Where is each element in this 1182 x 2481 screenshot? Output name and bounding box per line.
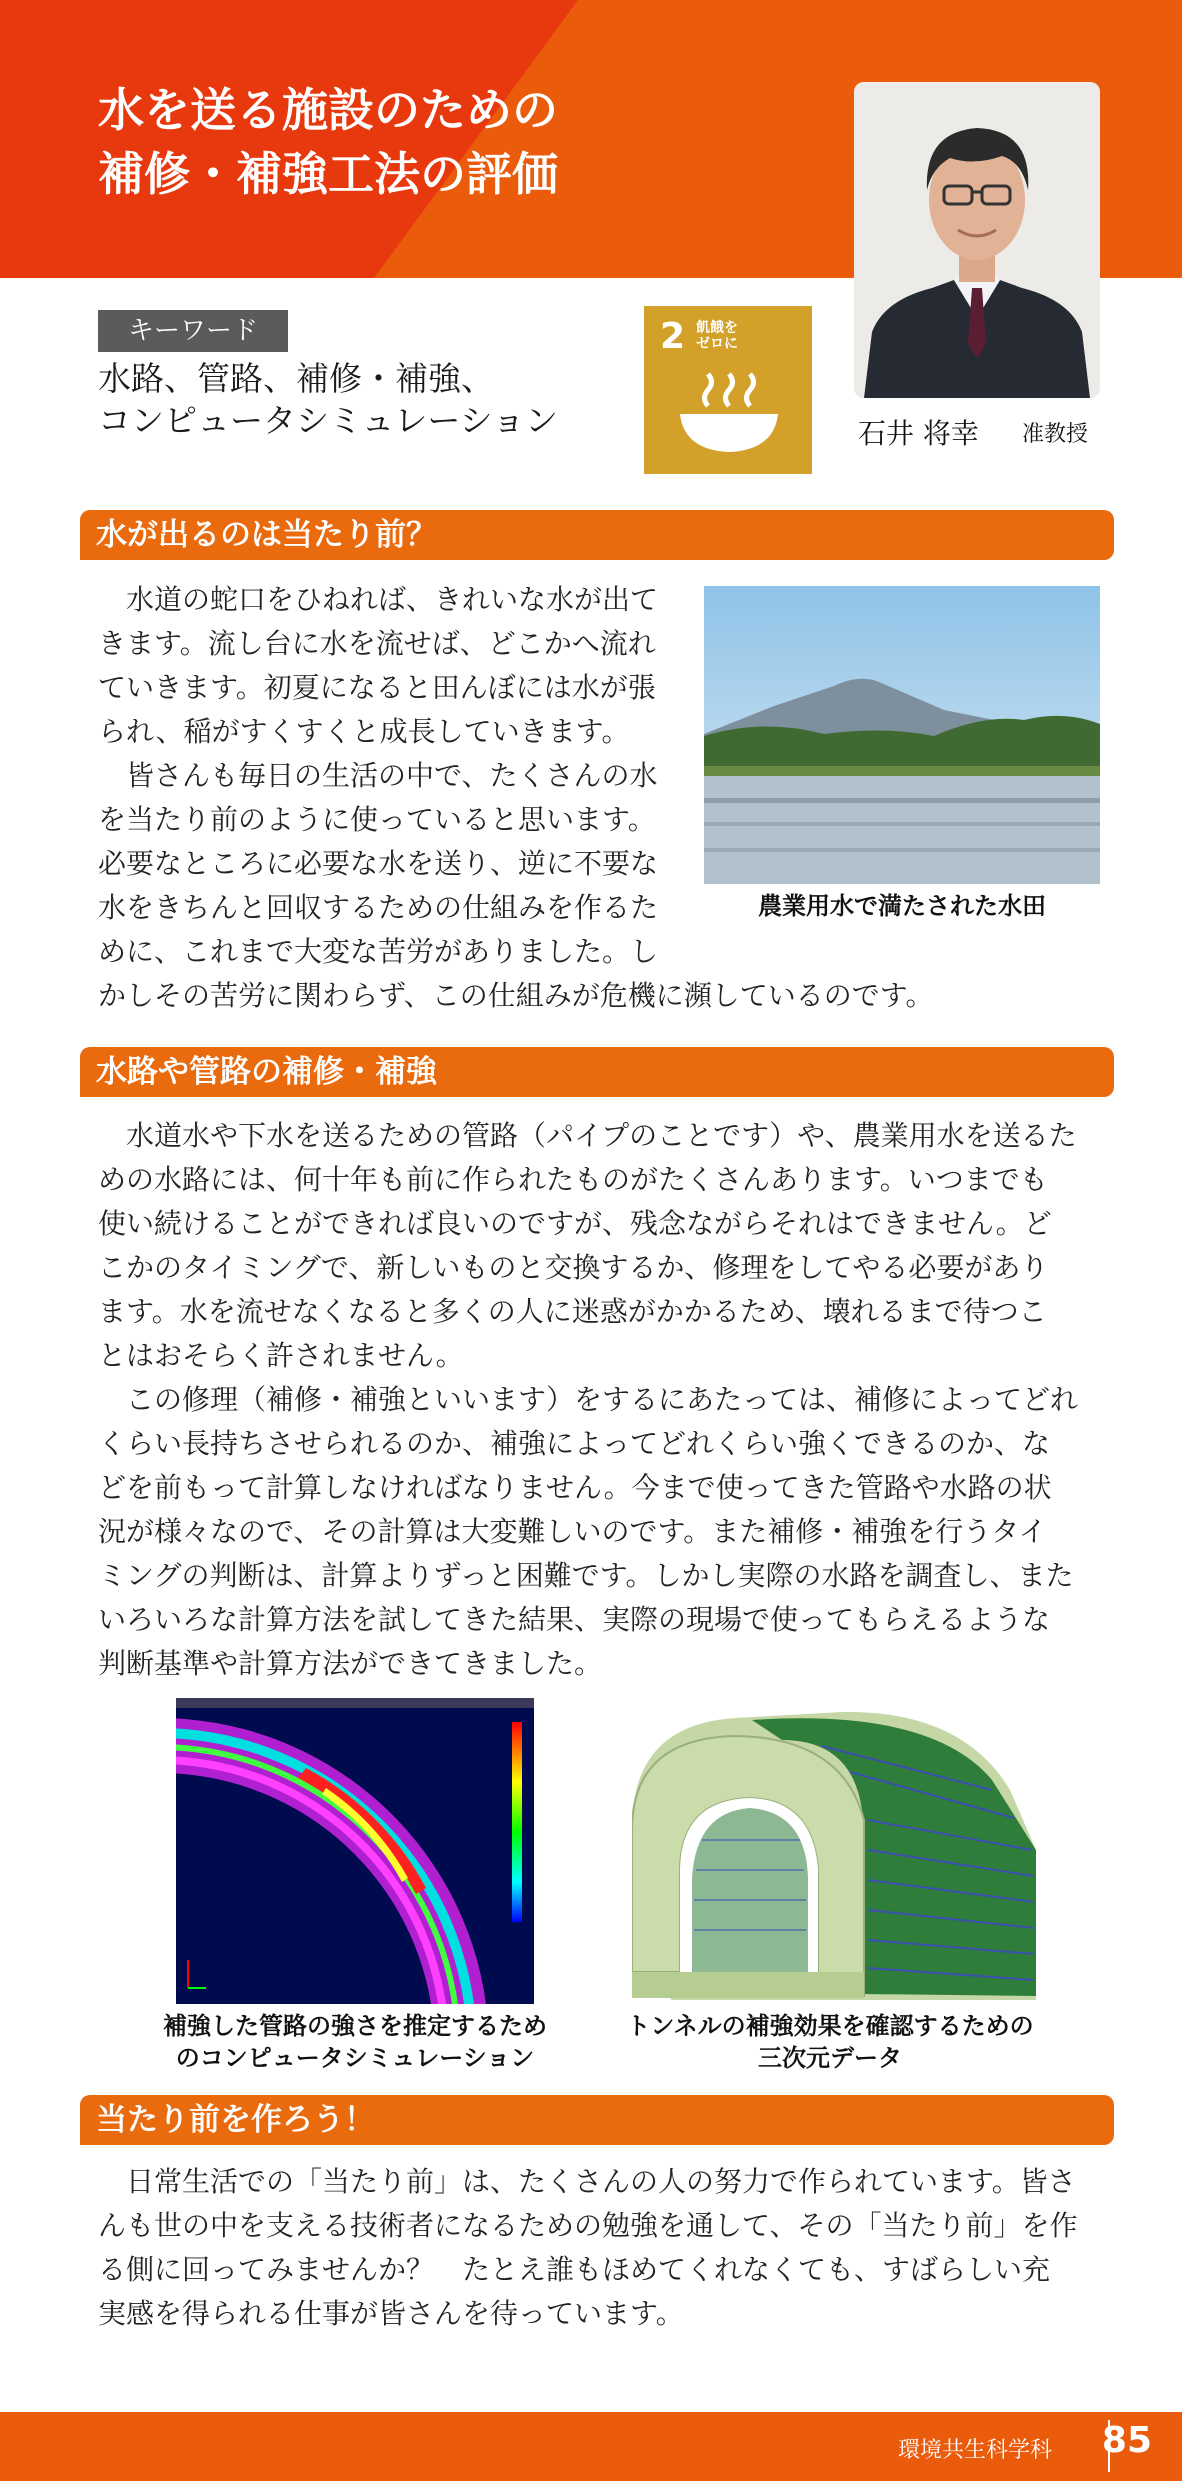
text-line: めに、これまで大変な苦労がありました。し: [98, 935, 659, 968]
keyword-line: コンピュータシミュレーション: [98, 401, 559, 440]
text-line: こかのタイミングで、新しいものと交換するか、修理をしてやる必要があり: [98, 1251, 1049, 1284]
section3-body: [98, 2160, 1077, 2336]
text-line: 日常生活での「当たり前」は、たくさんの人の努力で作られています。皆さ: [126, 2165, 1076, 2198]
figure-caption: 農業用水で満たされた水田: [758, 892, 1046, 920]
text-line: 況が様々なので、その計算は大変難しいのです。また補修・補強を行うタイ: [98, 1515, 1047, 1548]
keyword-text: [98, 358, 558, 442]
caption-line: 三次元データ: [758, 2044, 902, 2072]
professor-rank: 准教授: [1022, 422, 1089, 447]
professor-name: 石井 将幸: [858, 417, 979, 450]
sdg-text-line: ゼロに: [696, 336, 738, 352]
text-line: 実感を得られる仕事が皆さんを待っています。: [98, 2297, 684, 2330]
text-line: どを前もって計算しなければなりません。今まで使ってきた管路や水路の状: [98, 1471, 1052, 1504]
footer-department: 環境共生科学科: [897, 2438, 1052, 2463]
text-line: くらい長持ちさせられるのか、補強によってどれくらい強くできるのか、な: [98, 1427, 1051, 1460]
text-line: かしその苦労に関わらず、この仕組みが危機に瀕しているのです。: [98, 979, 934, 1012]
text-line: ます。水を流せなくなると多くの人に迷惑がかかるため、壊れるまで待つこ: [98, 1295, 1047, 1328]
text-line: られ、稲がすくすくと成長していきます。: [98, 715, 630, 748]
sdg-text-line: 飢餓を: [696, 320, 738, 336]
text-line: んも世の中を支える技術者になるための勉強を通して、その「当たり前」を作: [98, 2209, 1078, 2242]
figure-caption: [610, 2010, 1050, 2074]
rice-field-photo: [704, 586, 1100, 884]
text-line: ていきます。初夏になると田んぼには水が張: [98, 671, 656, 704]
text-line: きます。流し台に水を流せば、どこかへ流れ: [98, 627, 656, 660]
text-line: この修理（補修・補強といいます）をするにあたっては、補修によってどれ: [126, 1383, 1079, 1416]
text-line: を当たり前のように使っていると思います。: [98, 803, 656, 836]
caption-line: のコンピュータシミュレーション: [175, 2044, 535, 2072]
text-line: 水道の蛇口をひねれば、きれいな水が出て: [126, 583, 659, 616]
text-line: 水をきちんと回収するための仕組みを作るた: [98, 891, 659, 924]
text-line: 皆さんも毎日の生活の中で、たくさんの水: [126, 759, 658, 792]
text-line: 使い続けることができれば良いのですが、残念ながらそれはできません。ど: [98, 1207, 1052, 1240]
page-title: [98, 78, 558, 206]
text-line: 判断基準や計算方法ができてきました。: [98, 1647, 603, 1680]
page-number: 85: [1101, 2420, 1152, 2461]
text-line: いろいろな計算方法を試してきた結果、実際の現場で使ってもらえるような: [98, 1603, 1051, 1636]
figure-caption: [150, 2010, 560, 2074]
sdg-text: [696, 320, 738, 352]
title-line: 補修・補強工法の評価: [98, 147, 558, 201]
sdg-goal-2-icon: [644, 306, 812, 474]
caption-line: 補強した管路の強さを推定するため: [163, 2012, 547, 2040]
text-line: ミングの判断は、計算よりずっと困難です。しかし実際の水路を調査し、また: [98, 1559, 1074, 1592]
text-line: 必要なところに必要な水を送り、逆に不要な: [98, 847, 659, 880]
text-line: とはおそらく許されません。: [98, 1339, 464, 1372]
keyword-line: 水路、管路、補修・補強、: [98, 359, 494, 398]
section-heading: 水路や管路の補修・補強: [80, 1047, 1114, 1097]
text-line: 水道水や下水を送るための管路（パイプのことです）や、農業用水を送るた: [126, 1119, 1077, 1152]
title-line: 水を送る施設のための: [98, 83, 558, 137]
caption-line: トンネルの補強効果を確認するための: [626, 2012, 1034, 2040]
section-heading: 当たり前を作ろう！: [80, 2095, 1114, 2145]
pipe-simulation-image: [176, 1698, 534, 2004]
professor-photo: [854, 82, 1100, 398]
section-heading: 水が出るのは当たり前？: [80, 510, 1114, 560]
keyword-label: キーワード: [98, 310, 288, 352]
text-line: る側に回ってみませんか？ たとえ誰もほめてくれなくても、すばらしい充: [98, 2253, 1051, 2286]
food-bowl-icon: [674, 368, 784, 458]
section2-body: [98, 1114, 1078, 1686]
text-line: めの水路には、何十年も前に作られたものがたくさんあります。いつまでも: [98, 1163, 1048, 1196]
sdg-number: 2: [660, 316, 686, 357]
tunnel-3d-model-image: [632, 1700, 1040, 2000]
